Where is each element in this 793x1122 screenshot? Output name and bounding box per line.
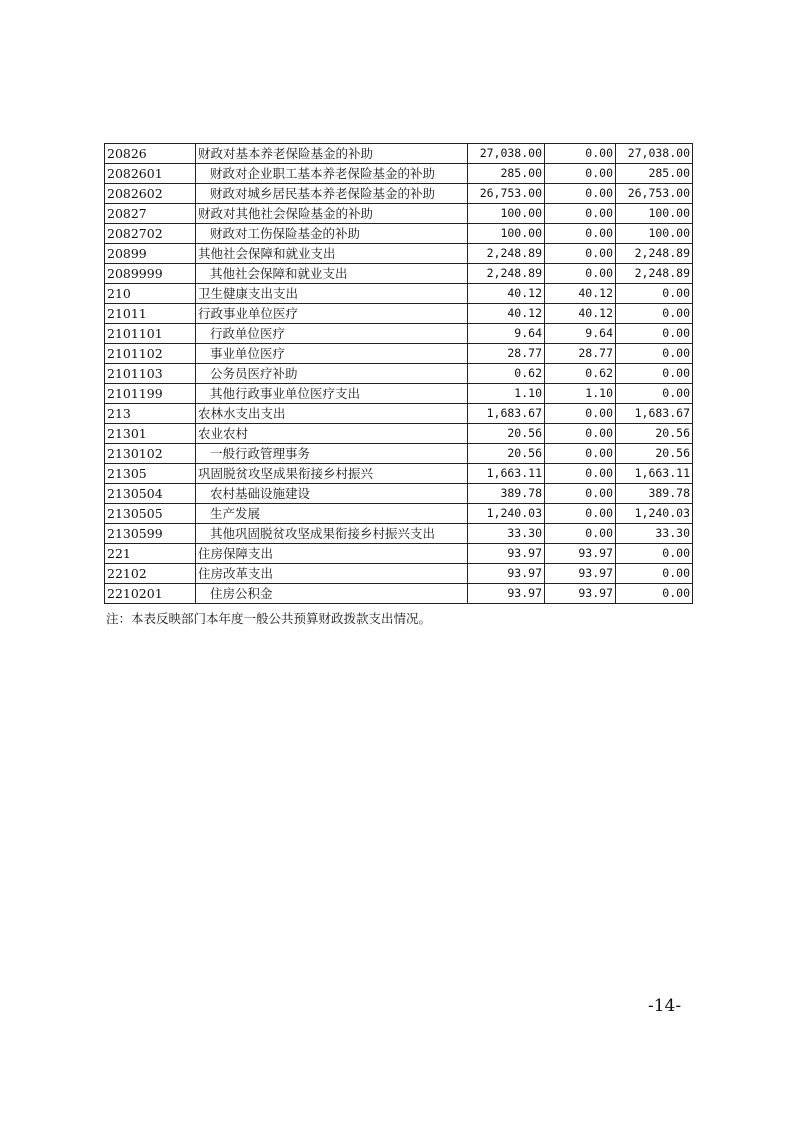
cell-basic: 0.00 [545, 504, 616, 524]
cell-basic: 0.00 [545, 444, 616, 464]
table-row [105, 244, 693, 264]
cell-project: 20.56 [616, 424, 693, 444]
cell-code: 2130599 [105, 524, 196, 544]
cell-name: 财政对基本养老保险基金的补助 [196, 144, 468, 164]
cell-project: 1,663.11 [616, 464, 693, 484]
cell-basic: 93.97 [545, 544, 616, 564]
cell-total: 285.00 [468, 164, 545, 184]
cell-total: 2,248.89 [468, 244, 545, 264]
table-row [105, 344, 693, 364]
cell-basic: 0.00 [545, 164, 616, 184]
cell-name: 财政对城乡居民基本养老保险基金的补助 [196, 184, 468, 204]
cell-basic: 0.62 [545, 364, 616, 384]
cell-basic: 0.00 [545, 224, 616, 244]
table-row [105, 184, 693, 204]
cell-name: 住房公积金 [196, 584, 468, 604]
table-row [105, 204, 693, 224]
cell-code: 213 [105, 404, 196, 424]
cell-code: 20826 [105, 144, 196, 164]
cell-project: 20.56 [616, 444, 693, 464]
table-row [105, 404, 693, 424]
cell-total: 2,248.89 [468, 264, 545, 284]
cell-total: 0.62 [468, 364, 545, 384]
cell-name: 财政对其他社会保险基金的补助 [196, 204, 468, 224]
cell-basic: 0.00 [545, 524, 616, 544]
cell-basic: 0.00 [545, 264, 616, 284]
cell-code: 21301 [105, 424, 196, 444]
cell-total: 40.12 [468, 284, 545, 304]
cell-code: 2101101 [105, 324, 196, 344]
table-row [105, 324, 693, 344]
cell-code: 2101199 [105, 384, 196, 404]
cell-name: 公务员医疗补助 [196, 364, 468, 384]
cell-basic: 0.00 [545, 404, 616, 424]
page-number: -14- [648, 996, 682, 1016]
cell-project: 26,753.00 [616, 184, 693, 204]
cell-code: 21305 [105, 464, 196, 484]
cell-total: 1,683.67 [468, 404, 545, 424]
cell-total: 33.30 [468, 524, 545, 544]
cell-total: 28.77 [468, 344, 545, 364]
cell-basic: 40.12 [545, 304, 616, 324]
cell-basic: 1.10 [545, 384, 616, 404]
cell-name: 农业农村 [196, 424, 468, 444]
cell-project: 0.00 [616, 324, 693, 344]
cell-total: 26,753.00 [468, 184, 545, 204]
cell-project: 1,683.67 [616, 404, 693, 424]
cell-name: 行政事业单位医疗 [196, 304, 468, 324]
cell-total: 40.12 [468, 304, 545, 324]
cell-name: 财政对工伤保险基金的补助 [196, 224, 468, 244]
cell-code: 20827 [105, 204, 196, 224]
cell-total: 9.64 [468, 324, 545, 344]
cell-name: 农村基础设施建设 [196, 484, 468, 504]
cell-project: 0.00 [616, 364, 693, 384]
cell-project: 0.00 [616, 284, 693, 304]
cell-total: 1,663.11 [468, 464, 545, 484]
cell-basic: 93.97 [545, 584, 616, 604]
cell-project: 2,248.89 [616, 244, 693, 264]
cell-code: 2210201 [105, 584, 196, 604]
table-row [105, 264, 693, 284]
table-row [105, 504, 693, 524]
cell-project: 33.30 [616, 524, 693, 544]
cell-total: 93.97 [468, 584, 545, 604]
table-note: 注：本表反映部门本年度一般公共预算财政拨款支出情况。 [106, 611, 432, 626]
table-row [105, 144, 693, 164]
budget-table [104, 143, 693, 604]
cell-project: 285.00 [616, 164, 693, 184]
cell-total: 1.10 [468, 384, 545, 404]
table-row [105, 364, 693, 384]
cell-name: 住房改革支出 [196, 564, 468, 584]
table-row [105, 164, 693, 184]
cell-total: 100.00 [468, 204, 545, 224]
cell-basic: 40.12 [545, 284, 616, 304]
cell-code: 221 [105, 544, 196, 564]
cell-basic: 9.64 [545, 324, 616, 344]
cell-code: 2082602 [105, 184, 196, 204]
table-row [105, 544, 693, 564]
cell-code: 2082601 [105, 164, 196, 184]
cell-name: 一般行政管理事务 [196, 444, 468, 464]
cell-name: 生产发展 [196, 504, 468, 524]
cell-total: 93.97 [468, 564, 545, 584]
table-row [105, 224, 693, 244]
cell-name: 住房保障支出 [196, 544, 468, 564]
cell-basic: 0.00 [545, 204, 616, 224]
table-row [105, 584, 693, 604]
cell-project: 27,038.00 [616, 144, 693, 164]
cell-basic: 0.00 [545, 184, 616, 204]
cell-code: 2130505 [105, 504, 196, 524]
cell-basic: 0.00 [545, 424, 616, 444]
table-row [105, 564, 693, 584]
cell-basic: 93.97 [545, 564, 616, 584]
cell-name: 行政单位医疗 [196, 324, 468, 344]
table-row [105, 304, 693, 324]
cell-name: 其他社会保障和就业支出 [196, 264, 468, 284]
cell-name: 农林水支出支出 [196, 404, 468, 424]
cell-code: 2089999 [105, 264, 196, 284]
cell-project: 2,248.89 [616, 264, 693, 284]
cell-name: 事业单位医疗 [196, 344, 468, 364]
cell-code: 20899 [105, 244, 196, 264]
table-row [105, 444, 693, 464]
cell-basic: 0.00 [545, 484, 616, 504]
cell-code: 2082702 [105, 224, 196, 244]
cell-total: 20.56 [468, 424, 545, 444]
cell-total: 27,038.00 [468, 144, 545, 164]
cell-project: 0.00 [616, 304, 693, 324]
table-row [105, 524, 693, 544]
cell-name: 其他巩固脱贫攻坚成果衔接乡村振兴支出 [196, 524, 468, 544]
cell-project: 0.00 [616, 384, 693, 404]
cell-code: 210 [105, 284, 196, 304]
cell-basic: 28.77 [545, 344, 616, 364]
cell-name: 其他社会保障和就业支出 [196, 244, 468, 264]
cell-code: 22102 [105, 564, 196, 584]
cell-project: 389.78 [616, 484, 693, 504]
cell-total: 93.97 [468, 544, 545, 564]
cell-name: 其他行政事业单位医疗支出 [196, 384, 468, 404]
table-row [105, 424, 693, 444]
cell-name: 巩固脱贫攻坚成果衔接乡村振兴 [196, 464, 468, 484]
cell-project: 1,240.03 [616, 504, 693, 524]
cell-total: 20.56 [468, 444, 545, 464]
cell-name: 财政对企业职工基本养老保险基金的补助 [196, 164, 468, 184]
cell-code: 2130504 [105, 484, 196, 504]
cell-project: 0.00 [616, 564, 693, 584]
cell-total: 100.00 [468, 224, 545, 244]
cell-project: 0.00 [616, 544, 693, 564]
cell-basic: 0.00 [545, 464, 616, 484]
table-row [105, 284, 693, 304]
table-row [105, 384, 693, 404]
table-body [105, 144, 693, 604]
cell-code: 21011 [105, 304, 196, 324]
cell-project: 0.00 [616, 584, 693, 604]
cell-project: 100.00 [616, 204, 693, 224]
cell-total: 389.78 [468, 484, 545, 504]
table-row [105, 464, 693, 484]
table-row [105, 484, 693, 504]
cell-code: 2101102 [105, 344, 196, 364]
cell-code: 2130102 [105, 444, 196, 464]
cell-total: 1,240.03 [468, 504, 545, 524]
cell-name: 卫生健康支出支出 [196, 284, 468, 304]
cell-project: 0.00 [616, 344, 693, 364]
cell-project: 100.00 [616, 224, 693, 244]
cell-basic: 0.00 [545, 244, 616, 264]
cell-basic: 0.00 [545, 144, 616, 164]
cell-code: 2101103 [105, 364, 196, 384]
